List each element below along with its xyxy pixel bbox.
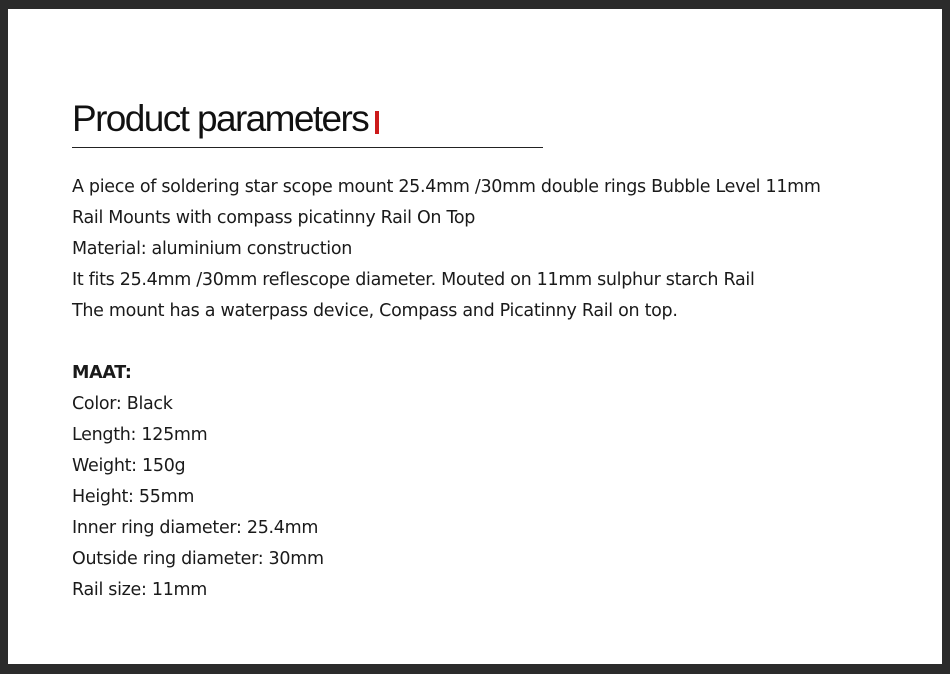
product-description: [72, 172, 892, 606]
description-line: Rail Mounts with compass picatinny Rail On Top: [72, 208, 476, 228]
spec-item-rail-size: Rail size: 11mm: [72, 580, 208, 600]
description-line: The mount has a waterpass device, Compass and Picatinny Rail on top.: [72, 301, 678, 321]
title-accent-bar: [375, 111, 379, 134]
page-title-row: [72, 97, 379, 141]
content-panel: [8, 9, 942, 664]
spec-item-outside-ring: Outside ring diameter: 30mm: [72, 549, 324, 569]
specs-heading: MAAT:: [72, 363, 132, 383]
page-title: Product parameters: [72, 98, 369, 139]
spec-item-inner-ring: Inner ring diameter: 25.4mm: [72, 518, 319, 538]
section-header: [72, 97, 543, 148]
spec-item-color: Color: Black: [72, 394, 173, 414]
description-line: Material: aluminium construction: [72, 239, 353, 259]
spec-item-weight: Weight: 150g: [72, 456, 186, 476]
spec-item-height: Height: 55mm: [72, 487, 195, 507]
description-line: A piece of soldering star scope mount 25.4mm /30mm double rings Bubble Level 11mm: [72, 177, 821, 197]
description-line: It fits 25.4mm /30mm reflescope diameter. Mouted on 11mm sulphur starch Rail: [72, 270, 755, 290]
spec-item-length: Length: 125mm: [72, 425, 208, 445]
spacer: [72, 327, 892, 358]
